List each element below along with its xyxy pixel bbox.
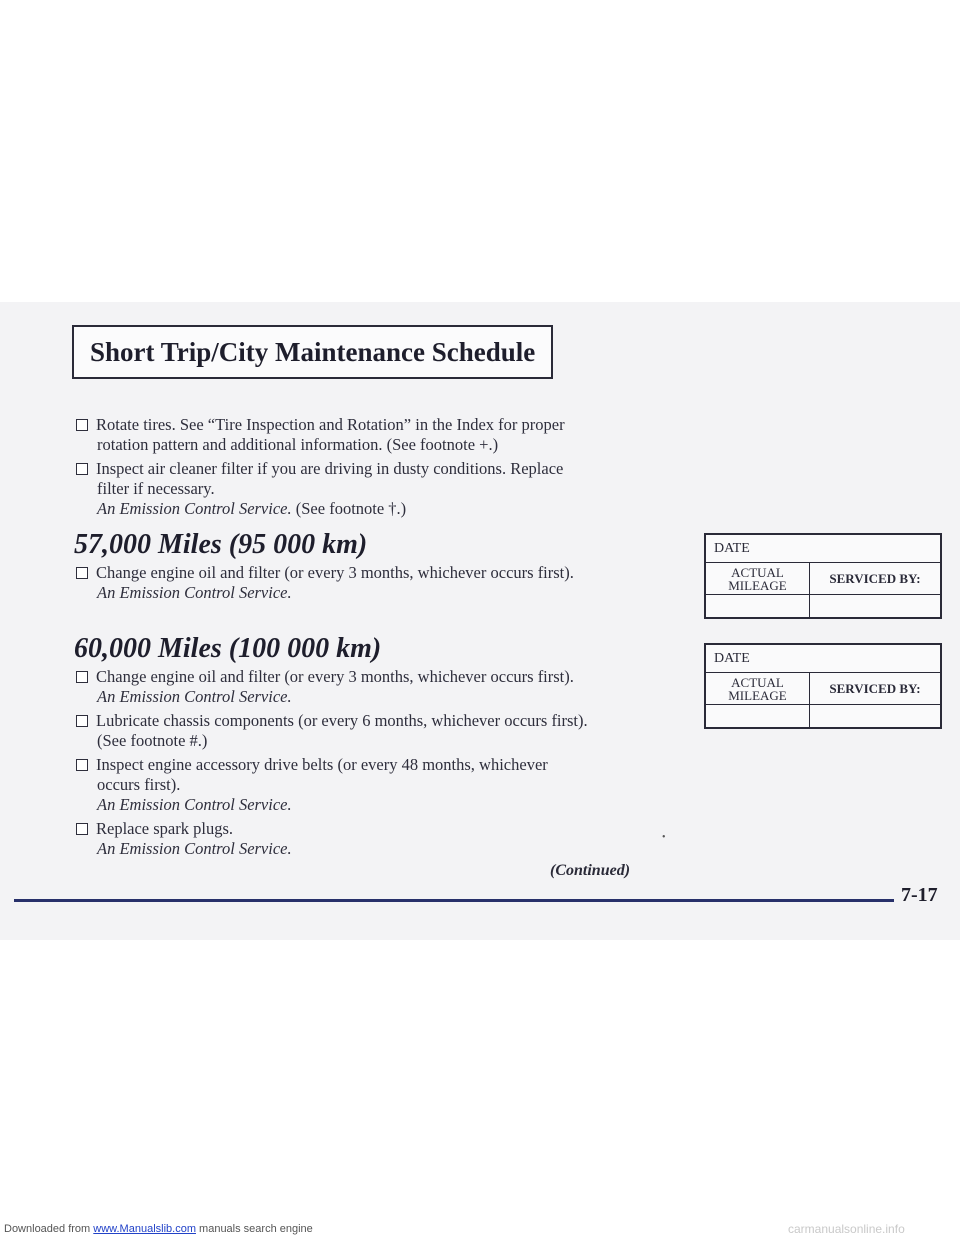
checklist-item-spark-plugs: Replace spark plugs. An Emission Control Service.	[76, 819, 292, 859]
service-log-60000	[704, 643, 942, 729]
log-mileage-field[interactable]	[706, 595, 810, 617]
checklist-item-drive-belts: Inspect engine accessory drive belts (or every 48 months, whichever occurs first). An Emission Control Service.	[76, 755, 548, 815]
log-date-field[interactable]: DATE	[706, 535, 940, 563]
checkbox-icon[interactable]	[76, 567, 88, 579]
checklist-item-oil-57000: Change engine oil and filter (or every 3 months, whichever occurs first). An Emission Control Service.	[76, 563, 574, 603]
checklist-item-chassis: Lubricate chassis components (or every 6 months, whichever occurs first). (See footnote #.)	[76, 711, 588, 751]
checkbox-icon[interactable]	[76, 823, 88, 835]
manualslib-link[interactable]: www.Manualslib.com	[93, 1223, 196, 1235]
continued-label: (Continued)	[550, 862, 631, 879]
section-title: Short Trip/City Maintenance Schedule	[72, 325, 553, 379]
checkbox-icon[interactable]	[76, 671, 88, 683]
log-mileage-label: ACTUAL MILEAGE	[706, 673, 810, 704]
watermark: carmanualsonline.info	[788, 1222, 905, 1236]
stray-mark: •	[662, 832, 666, 843]
interval-heading-57000: 57,000 Miles (95 000 km)	[74, 529, 368, 560]
checklist-item-rotate-tires: Rotate tires. See “Tire Inspection and Rotation” in the Index for proper rotation pattern and additional information. (See footnote +.)	[76, 415, 565, 455]
checkbox-icon[interactable]	[76, 715, 88, 727]
checkbox-icon[interactable]	[76, 759, 88, 771]
log-mileage-field[interactable]	[706, 705, 810, 727]
log-serviced-by-label: SERVICED BY:	[829, 680, 921, 696]
download-credit: Downloaded from www.Manualslib.com manuals search engine	[4, 1223, 313, 1235]
footer-rule	[14, 899, 894, 902]
interval-heading-60000: 60,000 Miles (100 000 km)	[74, 633, 382, 664]
service-log-57000	[704, 533, 942, 619]
log-date-field[interactable]: DATE	[706, 645, 940, 673]
checkbox-icon[interactable]	[76, 419, 88, 431]
log-serviced-by-label: SERVICED BY:	[829, 570, 921, 586]
checkbox-icon[interactable]	[76, 463, 88, 475]
checklist-item-oil-60000: Change engine oil and filter (or every 3 months, whichever occurs first). An Emission Control Service.	[76, 667, 574, 707]
checklist-item-air-filter: Inspect air cleaner filter if you are driving in dusty conditions. Replace filter if necessary. An Emission Control Service. (See footnote †.)	[76, 459, 563, 519]
log-mileage-label: ACTUAL MILEAGE	[706, 563, 810, 594]
page-number: 7-17	[901, 884, 938, 906]
